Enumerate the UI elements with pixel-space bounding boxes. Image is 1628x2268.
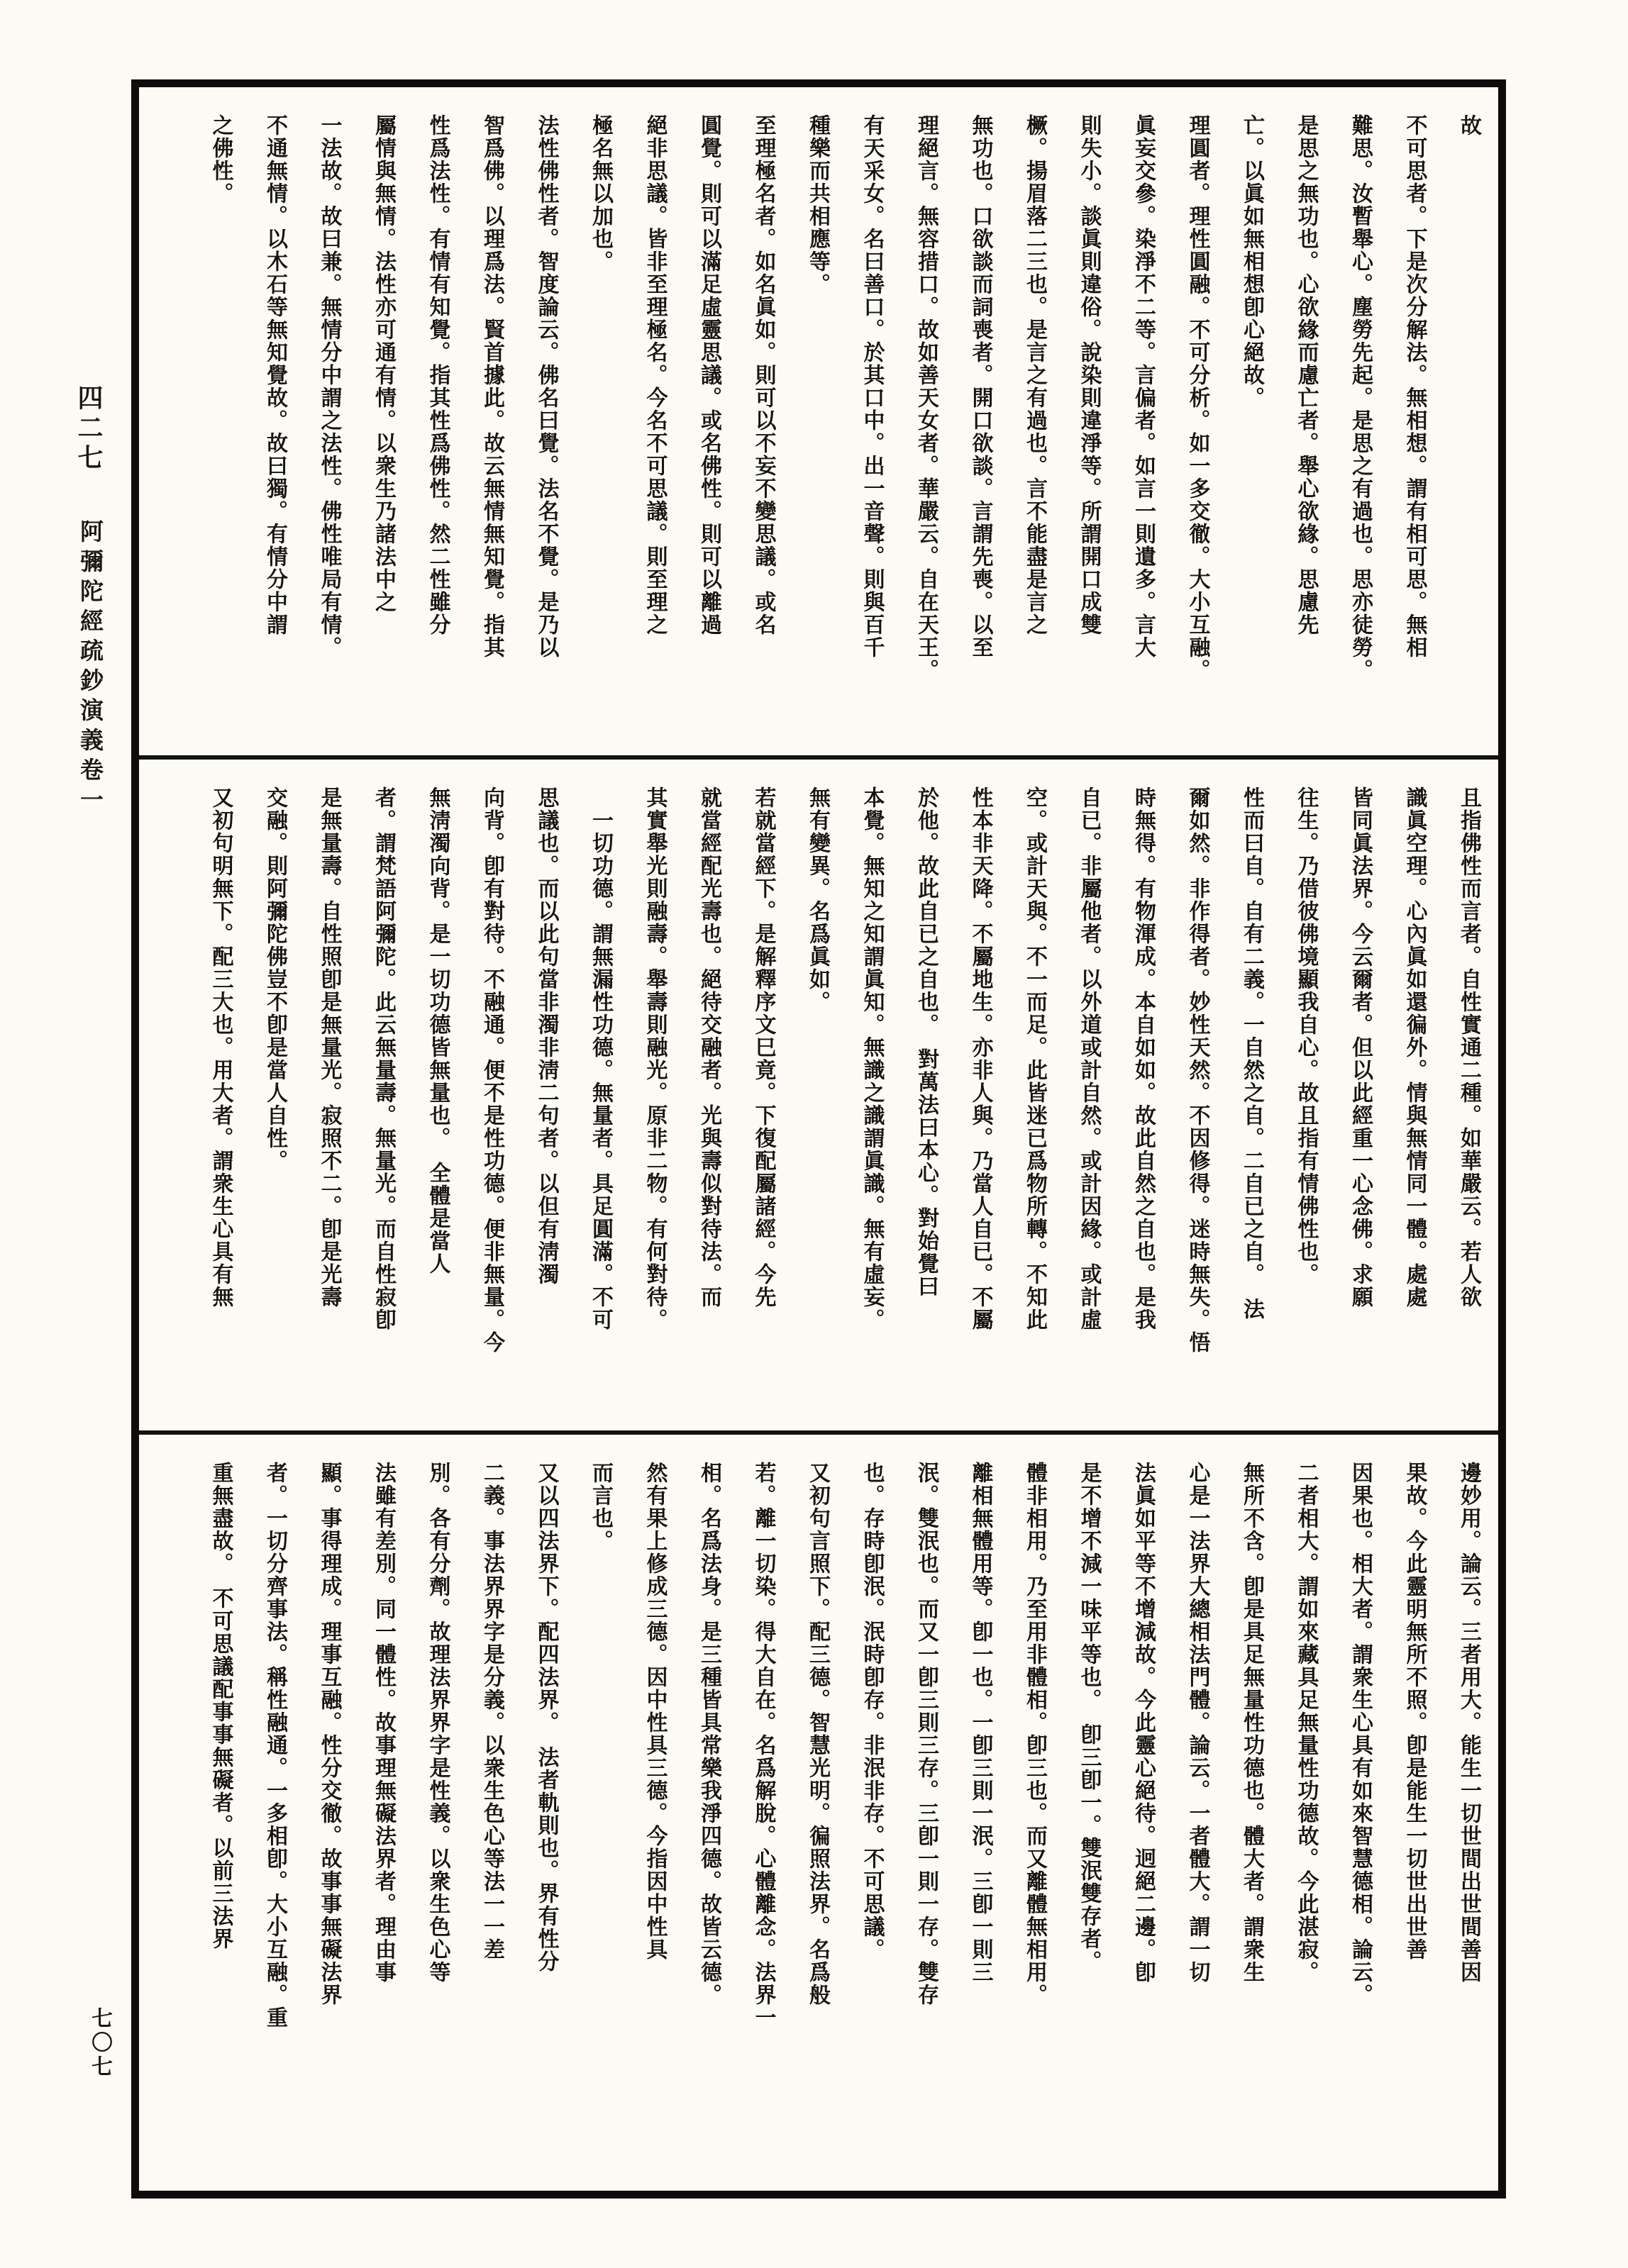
text-column: 皆同眞法界。今云爾者。但以此經重一心念佛。求願 [1349,786,1372,1308]
text-column: 重無盡故。 不可思議配事事無礙者。以前三法界 [209,1462,233,1950]
text-column: 又初句言照下。配三德。智慧光明。徧照法界。名爲般 [806,1462,829,2006]
page-number: 七〇七 [88,2007,111,2079]
text-column: 不通無情。以木石等無知覺故。故曰獨。有情分中謂 [263,114,287,636]
text-column: 又初句明無下。配三大也。用大者。謂衆生心具有無 [209,786,233,1308]
margin-page-label: 四二七 [74,384,103,474]
text-column: 往生。乃借彼佛境顯我自心。故且指有情佛性也。 [1294,786,1318,1286]
text-column: 思議也。而以此句當非濁非淸二句者。以但有淸濁 [534,786,558,1286]
text-column: 識眞空理。心內眞如還徧外。情與無情同一體。處處 [1402,786,1427,1308]
text-column: 自已。非屬他者。以外道或計自然。或計因緣。或計虛 [1077,786,1101,1331]
text-column: 時無得。有物渾成。本自如如。故此自然之自也。是我 [1131,786,1155,1331]
text-column: 體非相用。乃至用非體相。卽三也。而又離體無相用。 [1023,1462,1046,2006]
text-section-top [139,87,1498,755]
text-column: 橛。揚眉落二三也。是言之有過也。言不能盡是言之 [1023,114,1046,636]
text-column: 就當經配光壽也。絕待交融者。光與壽似對待法。而 [697,786,721,1308]
text-column: 不可思者。下是次分解法。無相想。謂有相可思。無相 [1402,114,1427,659]
text-column: 是思之無功也。心欲緣而慮亡者。舉心欲緣。思慮先 [1294,114,1318,636]
text-column: 法性佛性者。智度論云。佛名曰覺。法名不覺。是乃以 [534,114,558,659]
text-column: 交融。則阿彌陀佛豈不卽是當人自性。 [263,786,287,1172]
margin-volume-title: 阿彌陀經疏鈔演義卷一 [77,519,102,817]
text-column: 本覺。無知之知謂眞知。無識之識謂眞識。無有虛妄。 [860,786,884,1331]
text-column: 眞妄交參。染淨不二等。言偏者。如言一則遺多。言大 [1131,114,1155,659]
text-column: 則失小。談眞則違俗。說染則違淨等。所謂開口成雙 [1077,114,1101,636]
text-column: 向背。卽有對待。不融通。便不是性功德。便非無量。今 [480,786,504,1354]
text-column: 是不增不減一味平等也。 卽三卽一。雙泯雙存者。 [1077,1462,1101,1973]
text-column: 理圓者。理性圓融。不可分析。如一多交徹。大小互融。 [1185,114,1209,682]
text-column: 亡。以眞如無相想卽心絕故。 [1240,114,1263,409]
text-column: 是無量壽。自性照卽是無量光。寂照不二。卽是光壽 [317,786,341,1308]
text-column: 無有變異。名爲眞如。 [806,786,829,1013]
text-column: 者。謂梵語阿彌陀。此云無量壽。無量光。而自性寂卽 [372,786,395,1331]
text-column: 性本非天降。不屬地生。亦非人與。乃當人自已。不屬 [968,786,992,1331]
text-column: 屬情與無情。法性亦可通有情。以衆生乃諸法中之 [372,114,395,613]
text-column: 極名無以加也。 [589,114,612,273]
text-column: 智爲佛。以理爲法。賢首據此。故云無情無知覺。指其 [480,114,504,659]
text-column: 法雖有差別。同一體性。故事理無礙法界者。理由事 [372,1462,395,1984]
text-column: 二者相大。謂如來藏具足無量性功德故。今此湛寂。 [1294,1462,1318,1984]
text-column: 因果也。相大者。謂衆生心具有如來智慧德相。論云。 [1349,1462,1372,2006]
text-column: 且指佛性而言者。自性實通二種。如華嚴云。若人欲 [1457,786,1480,1308]
text-column: 二義。事法界界字是分義。以衆生色心等法一一差 [480,1462,504,1961]
text-column: 者。一切分齊事法。稱性融通。一多相卽。大小互融。重 [263,1462,287,2029]
text-column: 心是一法界大總相法門體。論云。一者體大。謂一切 [1185,1462,1209,1984]
text-frame [131,79,1506,2198]
text-column: 理絕言。無容措口。故如善天女者。華嚴云。自在天王。 [914,114,938,682]
text-column: 然有果上修成三德。因中性具三德。今指因中性具 [643,1462,667,1961]
text-column: 相。名爲法身。是三種皆具常樂我淨四德。故皆云德。 [697,1462,721,2006]
text-section-middle [139,755,1498,1430]
text-column: 無淸濁向背。是一切功德皆無量也。 全體是當人 [426,786,450,1275]
text-column: 絕非思議。皆非至理極名。今名不可思議。則至理之 [643,114,667,636]
text-column: 性爲法性。有情有知覺。指其性爲佛性。然二性雖分 [426,114,450,636]
text-column: 邊妙用。論云。三者用大。能生一切世間出世間善因 [1457,1462,1480,1984]
text-column: 空。或計天與。不一而足。此皆迷已爲物所轉。不知此 [1023,786,1046,1331]
text-column: 法眞如平等不增減故。今此靈心絕待。迥絕二邊。卽 [1131,1462,1155,1984]
text-column: 有天采女。名曰善口。於其口中。出一音聲。則與百千 [860,114,884,659]
text-column: 難思。汝暫舉心。塵勞先起。是思之有過也。思亦徒勞。 [1349,114,1372,682]
text-column: 顯。事得理成。理事互融。性分交徹。故事事無礙法界 [317,1462,341,2006]
text-column: 其實舉光則融壽。舉壽則融光。原非二物。有何對待。 [643,786,667,1331]
text-section-bottom [139,1430,1498,2191]
text-column: 別。各有分劑。故理法界界字是性義。以衆生色心等 [426,1462,450,1984]
text-column: 無所不含。卽是具足無量性功德也。體大者。謂衆生 [1240,1462,1263,1984]
text-column: 至理極名者。如名眞如。則可以不妄不變思議。或名 [751,114,775,636]
text-column: 又以四法界下。配四法界。 法者軌則也。界有性分 [534,1462,558,1973]
text-column: 泯。雙泯也。而又一卽三則三存。三卽一則一存。雙存 [914,1462,938,2006]
text-column: 圓覺。則可以滿足虛靈思議。或名佛性。則可以離過 [697,114,721,636]
text-column: 若就當經下。是解釋序文巳竟。下復配屬諸經。今先 [751,786,775,1308]
text-column: 一切功德。謂無漏性功德。無量者。具足圓滿。不可 [589,786,612,1331]
text-column: 也。存時卽泯。泯時卽存。非泯非存。不可思議。 [860,1462,884,1961]
text-column: 果故。今此靈明無所不照。卽是能生一切世出世善 [1402,1462,1427,1961]
text-column: 爾如然。非作得者。妙性天然。不因修得。迷時無失。悟 [1185,786,1209,1354]
text-column: 若。離一切染。得大自在。名爲解脫。心體離念。法界一 [751,1462,775,2029]
text-column: 無功也。口欲談而詞喪者。開口欲談。言謂先喪。以至 [968,114,992,659]
text-column: 一法故。故曰兼。無情分中謂之法性。佛性唯局有情。 [317,114,341,659]
text-column: 於他。故此自已之自也。 對萬法曰本心。對始覺曰 [914,786,938,1298]
text-column: 之佛性。 [209,114,233,205]
text-column: 而言也。 [589,1462,612,1552]
text-column: 種樂而共相應等。 [806,114,829,296]
text-column: 離相無體用等。卽一也。一卽三則一泯。三卽一則三 [968,1462,992,1984]
text-column: 故 [1457,114,1480,137]
text-column: 性而曰自。自有二義。一自然之自。二自已之自。 法 [1240,786,1263,1321]
